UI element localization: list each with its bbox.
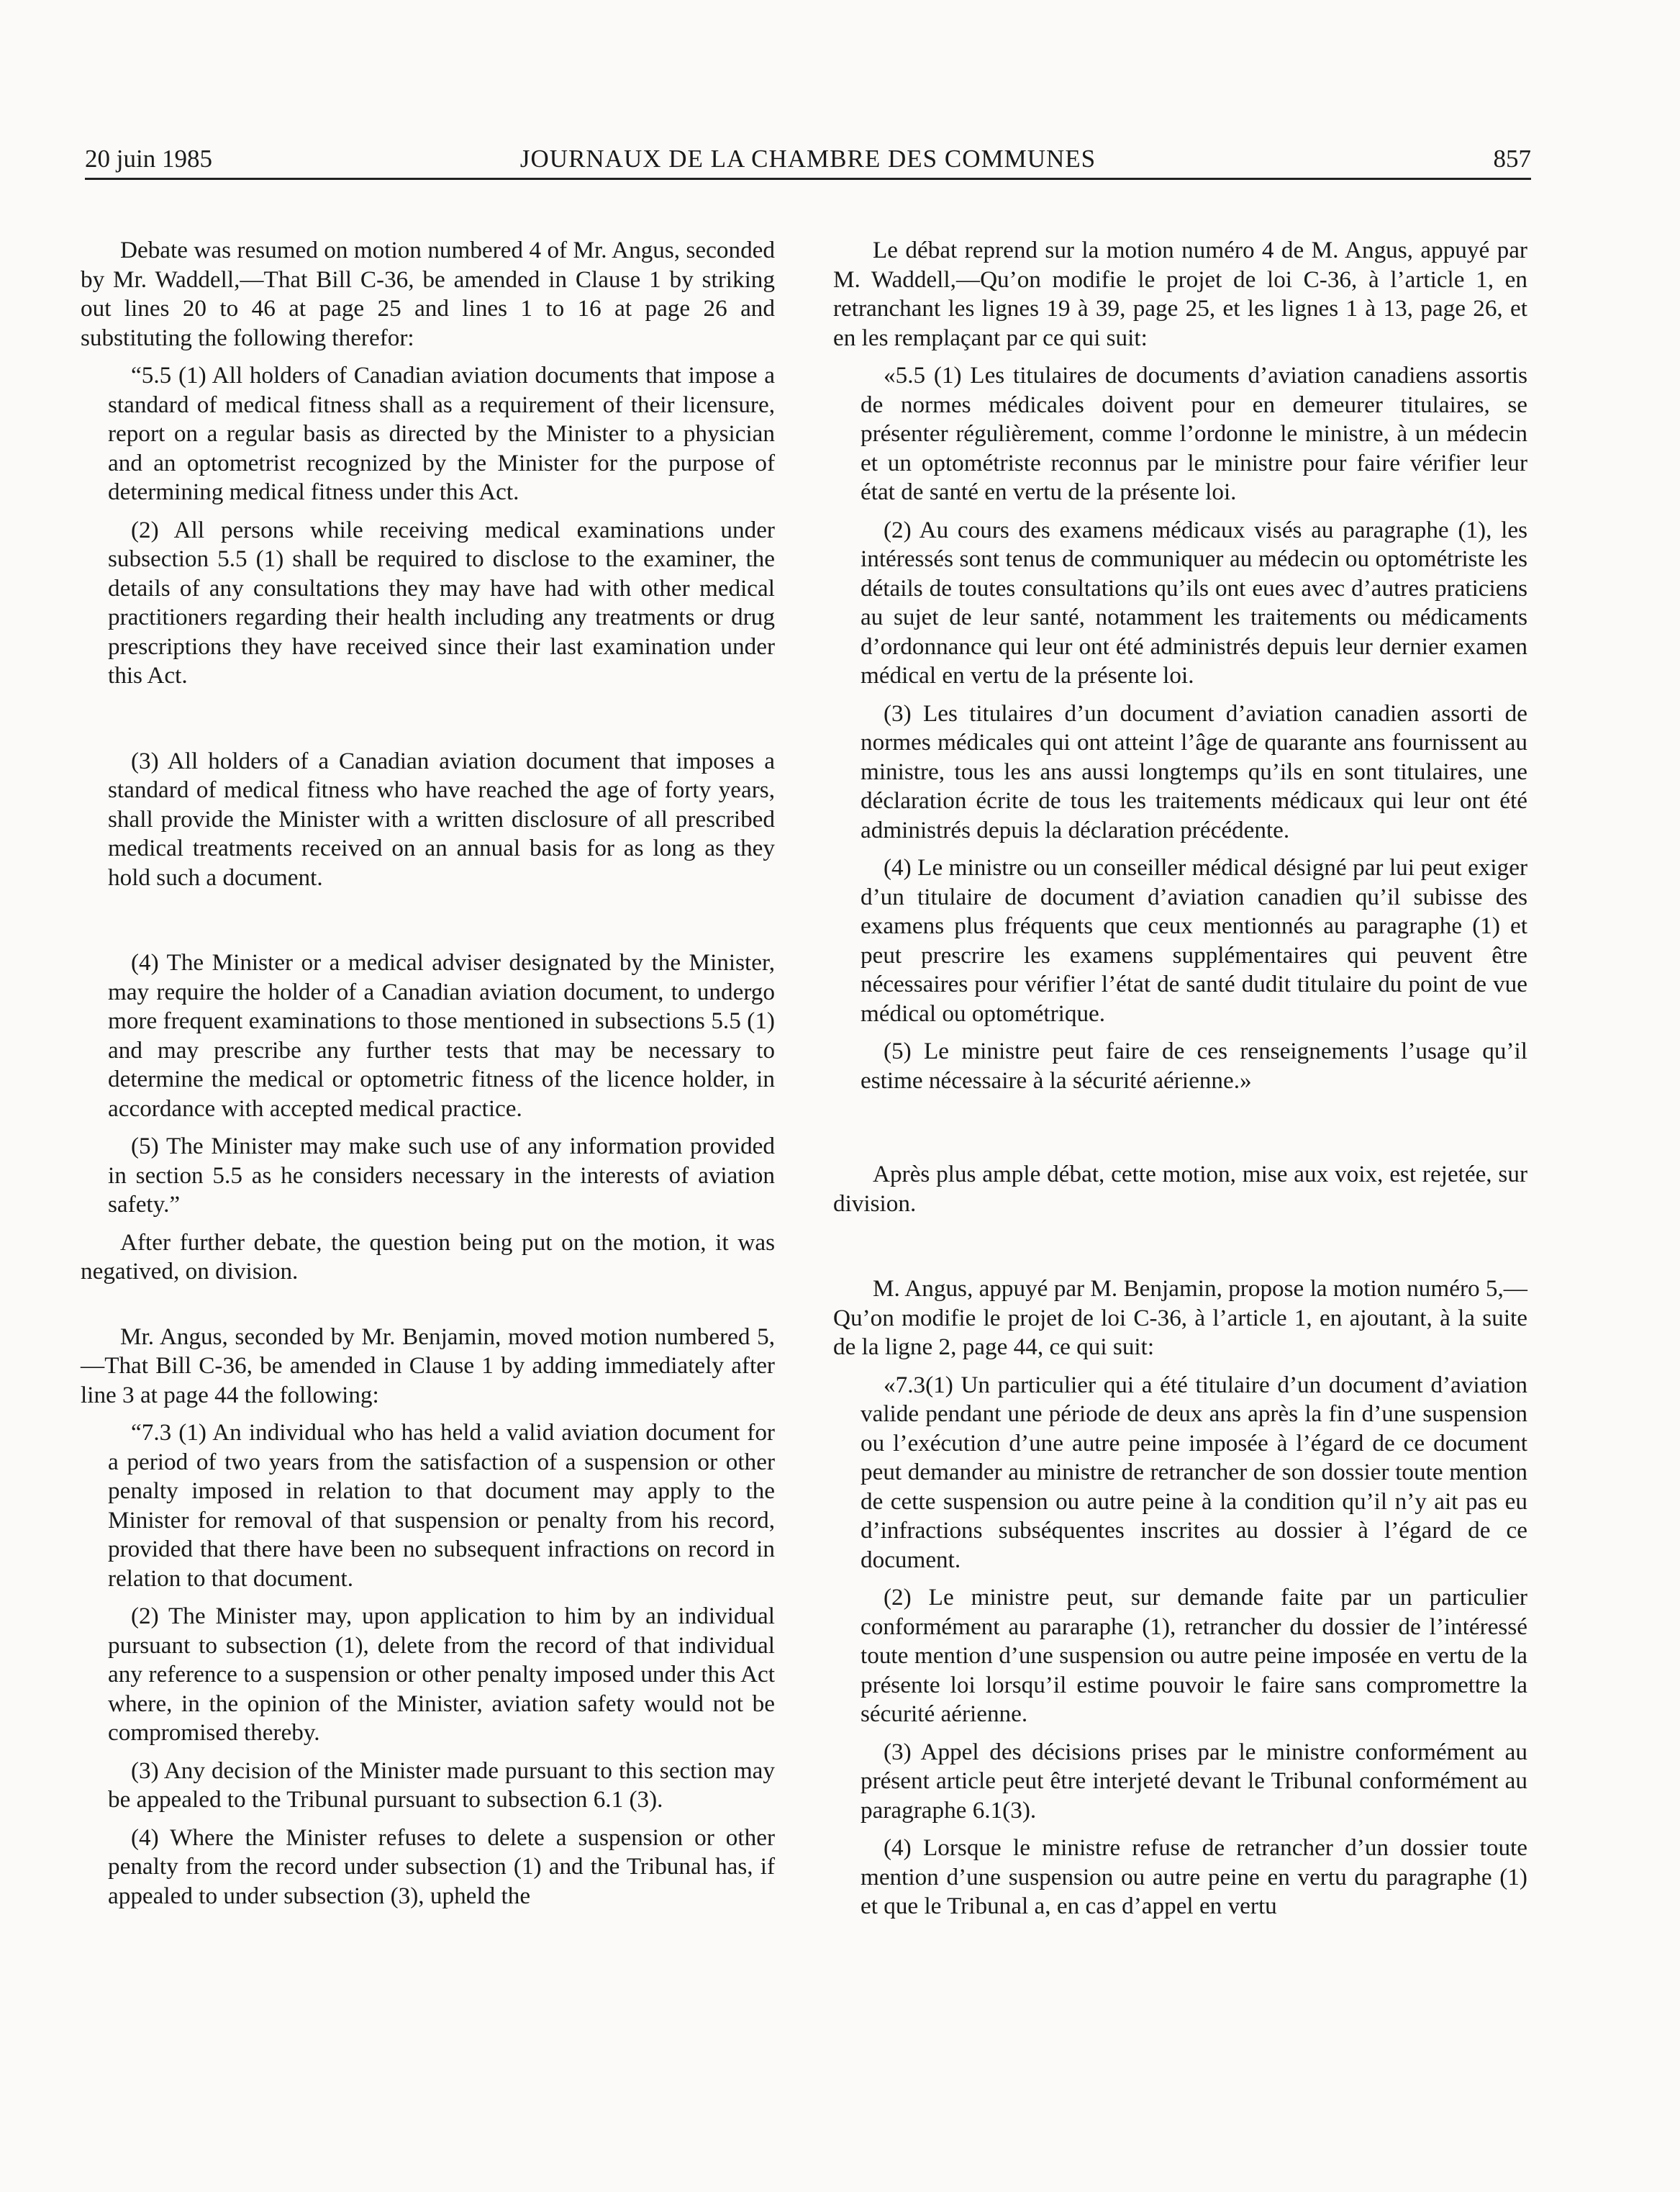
motion-4-resultat: Après plus ample débat, cette motion, mise aux voix, est rejetée, sur division. [833, 1161, 1527, 1217]
article-5-5-1: «5.5 (1) Les titulaires de documents d’aviation canadiens assortis de normes médicales doivent pour en demeurer titulaires, se présenter régulièrement, comme l’ordonne le ministre, à un médecin et un optométriste reconnus par le ministre pour faire vérifier leur état de santé en vertu de la présente loi. [861, 362, 1527, 505]
clause-7-3-3: (3) Any decision of the Minister made pursuant to this section may be appealed to the Tribunal pursuant to subsection 6.1 (3). [108, 1757, 775, 1813]
clause-5-5-2: (2) All persons while receiving medical examinations under subsection 5.5 (1) shall be required to disclose to the examiner, the details of any consultations they may have had with other medical practitioners regarding their health including any treatments or drug prescriptions they have received since their last examination under this Act. [108, 516, 775, 689]
article-7-3-3: (3) Appel des décisions prises par le ministre conformément au présent article peut être interjeté devant le Tribunal conformément au paragraphe 6.1(3). [861, 1738, 1527, 1824]
article-7-3-1: «7.3(1) Un particulier qui a été titulaire d’un document d’aviation valide pendant une période de deux ans après la fin d’une suspension ou l’exécution d’une autre peine imposée à l’égard de ce document peut demander au ministre de retrancher de son dossier toute mention de cette suspension ou autre peine à la condition qu’il n’y ait pas eu d’infractions subséquentes inscrites au dossier à l’égard de ce document. [861, 1371, 1527, 1573]
clause-5-5-5: (5) The Minister may make such use of any information provided in section 5.5 as he considers necessary in the interests of aviation safety.” [108, 1133, 775, 1218]
motion-5-paragraphe: M. Angus, appuyé par M. Benjamin, propose la motion numéro 5,—Qu’on modifie le projet de loi C-36, à l’article 1, en ajoutant, à la suite de la ligne 2, page 44, ce qui suit: [833, 1275, 1527, 1360]
article-5-5-2: (2) Au cours des examens médicaux visés au paragraphe (1), les intéressés sont tenus de communiquer au médecin ou optométriste les détails de toutes consultations qu’ils ont eues avec d’autres praticiens au sujet de leur santé, notamment les traitements ou médicaments d’ordonnance qui leur ont été administrés depuis leur dernier examen médical en vertu de la présente loi. [861, 516, 1527, 689]
header-date: 20 juin 1985 [85, 145, 212, 173]
clause-5-5-4: (4) The Minister or a medical adviser designated by the Minister, may require the holder of a Canadian aviation document, to undergo more frequent examinations to those mentioned in subsections 5.5 (1) and may prescribe any further tests that may be necessary to determine the medical or optometric fitness of the licence holder, in accordance with accepted medical practice. [108, 949, 775, 1122]
french-column [833, 236, 1527, 1921]
clause-7-3-1: “7.3 (1) An individual who has held a valid aviation document for a period of two years from the satisfaction of a suspension or other penalty imposed in relation to that document may apply to the Minister for removal of that suspension or penalty from his record, provided that there have been no subsequent infractions on record in relation to that document. [108, 1419, 775, 1592]
article-7-3-2: (2) Le ministre peut, sur demande faite par un particulier conformément au pararaphe (1), retrancher du dossier de l’intéressé toute mention d’une suspension ou autre peine imposée en vertu de la présente loi lorsqu’il estime pouvoir le faire sans compromettre la sécurité aérienne. [861, 1584, 1527, 1727]
motion-5-paragraph: Mr. Angus, seconded by Mr. Benjamin, moved motion numbered 5,—That Bill C-36, be amended in Clause 1 by adding immediately after line 3 at page 44 the following: [81, 1323, 775, 1408]
article-5-5-5: (5) Le ministre peut faire de ces renseignements l’usage qu’il estime nécessaire à la sécurité aérienne.» [861, 1038, 1527, 1094]
page-number: 857 [1493, 145, 1531, 173]
header-title: JOURNAUX DE LA CHAMBRE DES COMMUNES [519, 145, 1096, 173]
clause-5-5-3: (3) All holders of a Canadian aviation document that imposes a standard of medical fitness who have reached the age of forty years, shall provide the Minister with a written disclosure of all prescribed medical treatments received on an annual basis for as long as they hold such a document. [108, 747, 775, 891]
english-column [81, 236, 775, 1911]
clause-7-3-4: (4) Where the Minister refuses to delete a suspension or other penalty from the record under subsection (1) and the Tribunal has, if appealed to under subsection (3), upheld the [108, 1824, 775, 1909]
article-7-3-4: (4) Lorsque le ministre refuse de retrancher d’un dossier toute mention d’une suspension ou autre peine en vertu du paragraphe (1) et que le Tribunal a, en cas d’appel en vertu [861, 1834, 1527, 1919]
page-header [85, 140, 1531, 180]
debat-motion-4-paragraphe: Le débat reprend sur la motion numéro 4 de M. Angus, appuyé par M. Waddell,—Qu’on modifie le projet de loi C-36, à l’article 1, en retranchant les lignes 19 à 39, page 25, et les lignes 1 à 13, page 26, et en les remplaçant par ce qui suit: [833, 237, 1527, 351]
clause-7-3-2: (2) The Minister may, upon application to him by an individual pursuant to subsection (1), delete from the record of that individual any reference to a suspension or other penalty imposed under this Act where, in the opinion of the Minister, aviation safety would not be compromised thereby. [108, 1603, 775, 1746]
clause-5-5-1: “5.5 (1) All holders of Canadian aviation documents that impose a standard of medical fitness shall as a requirement of their licensure, report on a regular basis as directed by the Minister to a physician and an optometrist recognized by the Minister for the purpose of determining medical fitness under this Act. [108, 362, 775, 505]
article-5-5-3: (3) Les titulaires d’un document d’aviation canadien assorti de normes médicales qui ont atteint l’âge de quarante ans fournissent au ministre, tous les ans aussi longtemps qu’ils en sont titulaires, une déclaration écrite de tous les traitements médicaux qui leur ont été administrés depuis la déclaration précédente. [861, 699, 1527, 843]
debate-motion-4-paragraph: Debate was resumed on motion numbered 4 of Mr. Angus, seconded by Mr. Waddell,—That Bill C-36, be amended in Clause 1 by striking out lines 20 to 46 at page 25 and lines 1 to 16 at page 26 and substituting the following therefor: [81, 237, 775, 351]
article-5-5-4: (4) Le ministre ou un conseiller médical désigné par lui peut exiger d’un titulaire de document d’aviation canadien qu’il subisse des examens plus fréquents que ceux mentionnés au paragraphe (1) et peut prescrire les examens supplémentaires qui peuvent être nécessaires pour vérifier l’état de santé dudit titulaire du point de vue médical ou optométrique. [861, 854, 1527, 1027]
motion-4-result: After further debate, the question being put on the motion, it was negatived, on division. [81, 1228, 775, 1285]
